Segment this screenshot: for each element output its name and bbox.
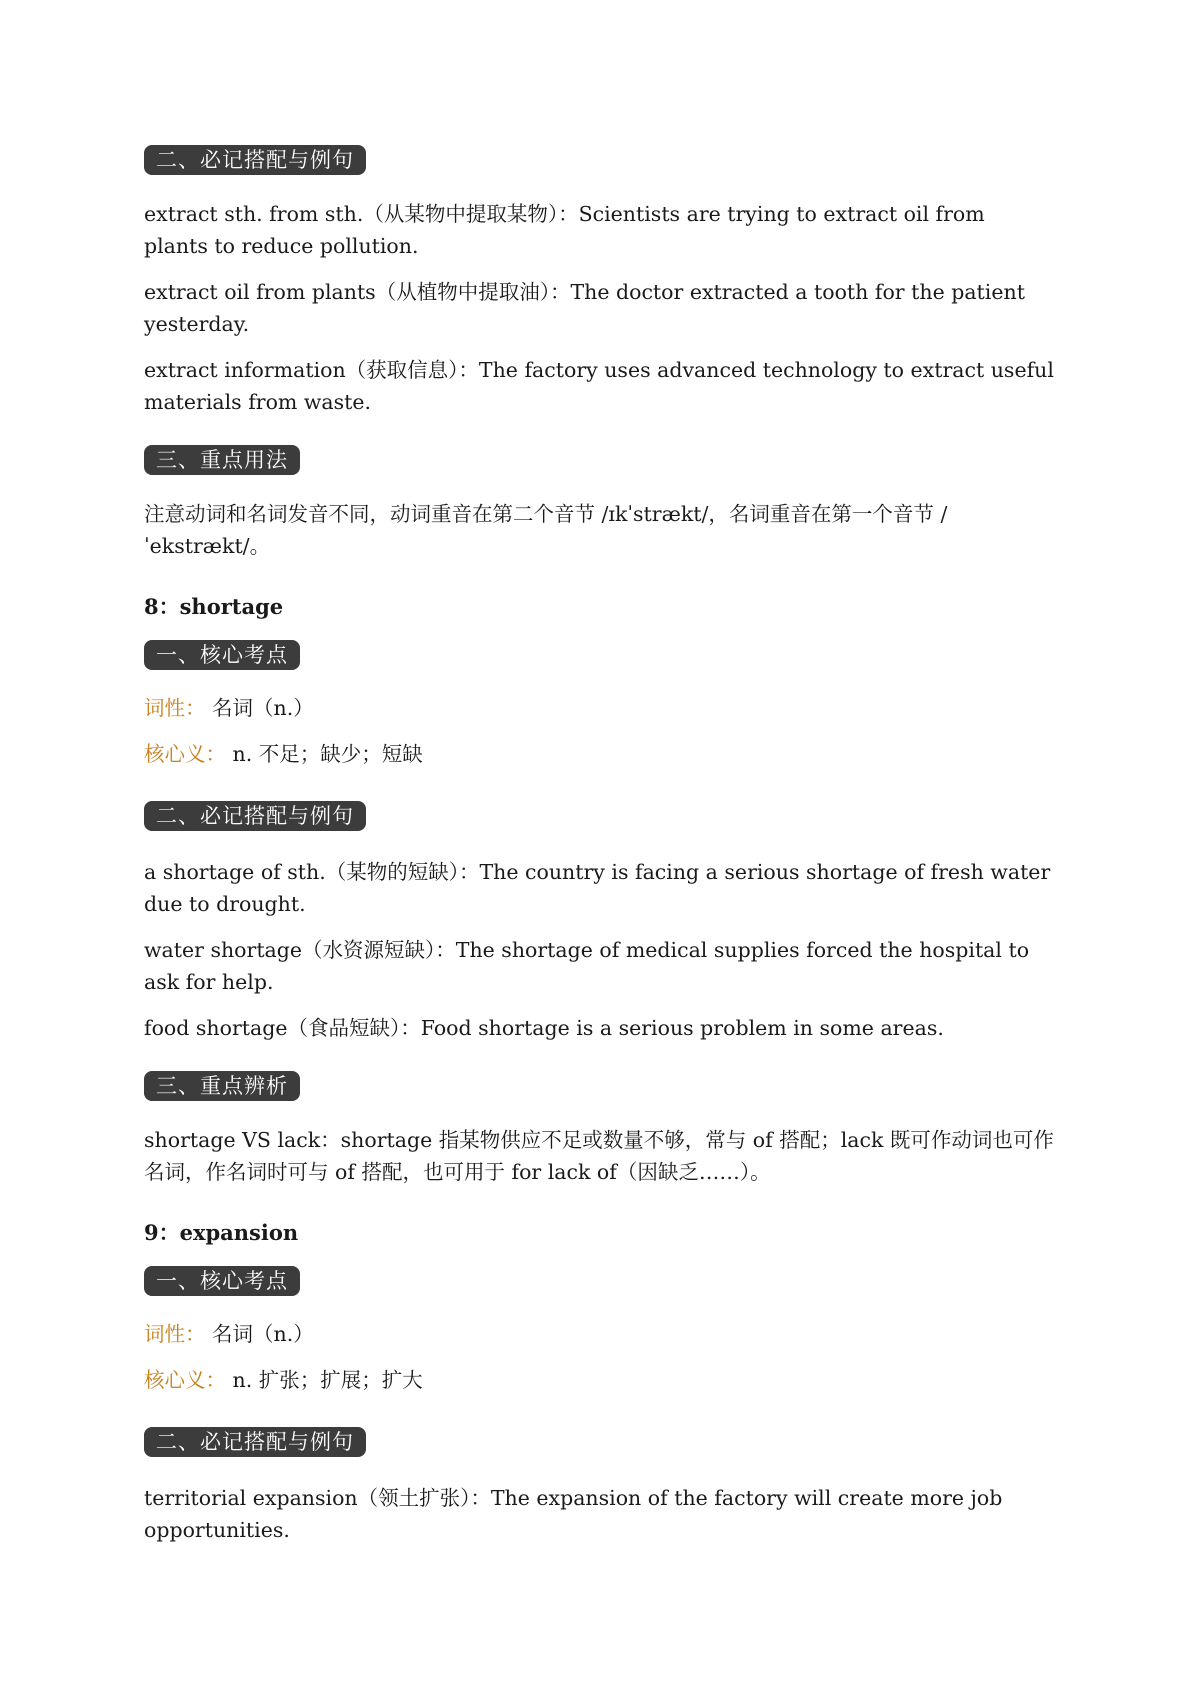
part-of-speech-row — [144, 1318, 1054, 1350]
meaning-label: 核心义： — [144, 742, 226, 766]
analysis-note: shortage VS lack：shortage 指某物供应不足或数量不够，常与 of 搭配；lack 既可作动词也可作名词，作名词时可与 of 搭配，也可用于 for lack of（因缺乏……）。 — [144, 1128, 1054, 1184]
section-tag-usage: 三、重点用法 — [144, 445, 300, 475]
collocation-example: extract information（获取信息）：The factory uses advanced technology to extract useful materials from waste. — [144, 358, 1054, 414]
pos-value: 名词（n.） — [212, 696, 314, 720]
collocation-example: water shortage（水资源短缺）：The shortage of medical supplies forced the hospital to ask for help. — [144, 938, 1030, 994]
pos-label: 词性： — [144, 696, 206, 720]
section-tag-core: 一、核心考点 — [144, 1266, 300, 1296]
usage-note: 注意动词和名词发音不同，动词重音在第二个音节 /ɪkˈstrækt/，名词重音在第一个音节 /ˈekstrækt/。 — [144, 502, 948, 558]
section-tag-collocations: 二、必记搭配与例句 — [144, 801, 366, 831]
meaning-value: n. 不足；缺少；短缺 — [232, 742, 423, 766]
section-tag-collocations: 二、必记搭配与例句 — [144, 145, 366, 175]
core-meaning-row — [144, 1364, 1054, 1396]
part-of-speech-row — [144, 692, 1054, 724]
collocation-example: extract oil from plants（从植物中提取油）：The doctor extracted a tooth for the patient yesterday. — [144, 280, 1025, 336]
collocation-example: a shortage of sth.（某物的短缺）：The country is facing a serious shortage of fresh water due to drought. — [144, 860, 1051, 916]
section-tag-core: 一、核心考点 — [144, 640, 300, 670]
word-heading: 9：expansion — [144, 1220, 299, 1245]
core-meaning-row — [144, 738, 1054, 770]
section-tag-collocations: 二、必记搭配与例句 — [144, 1427, 366, 1457]
pos-value: 名词（n.） — [212, 1322, 314, 1346]
collocation-example: extract sth. from sth.（从某物中提取某物）：Scientists are trying to extract oil from plants to reduce pollution. — [144, 202, 985, 258]
collocation-example: food shortage（食品短缺）：Food shortage is a serious problem in some areas. — [144, 1016, 944, 1040]
meaning-value: n. 扩张；扩展；扩大 — [232, 1368, 423, 1392]
section-tag-analysis: 三、重点辨析 — [144, 1071, 300, 1101]
collocation-example: territorial expansion（领土扩张）：The expansion of the factory will create more job opportunities. — [144, 1486, 1003, 1542]
meaning-label: 核心义： — [144, 1368, 226, 1392]
word-heading: 8：shortage — [144, 594, 284, 619]
pos-label: 词性： — [144, 1322, 206, 1346]
